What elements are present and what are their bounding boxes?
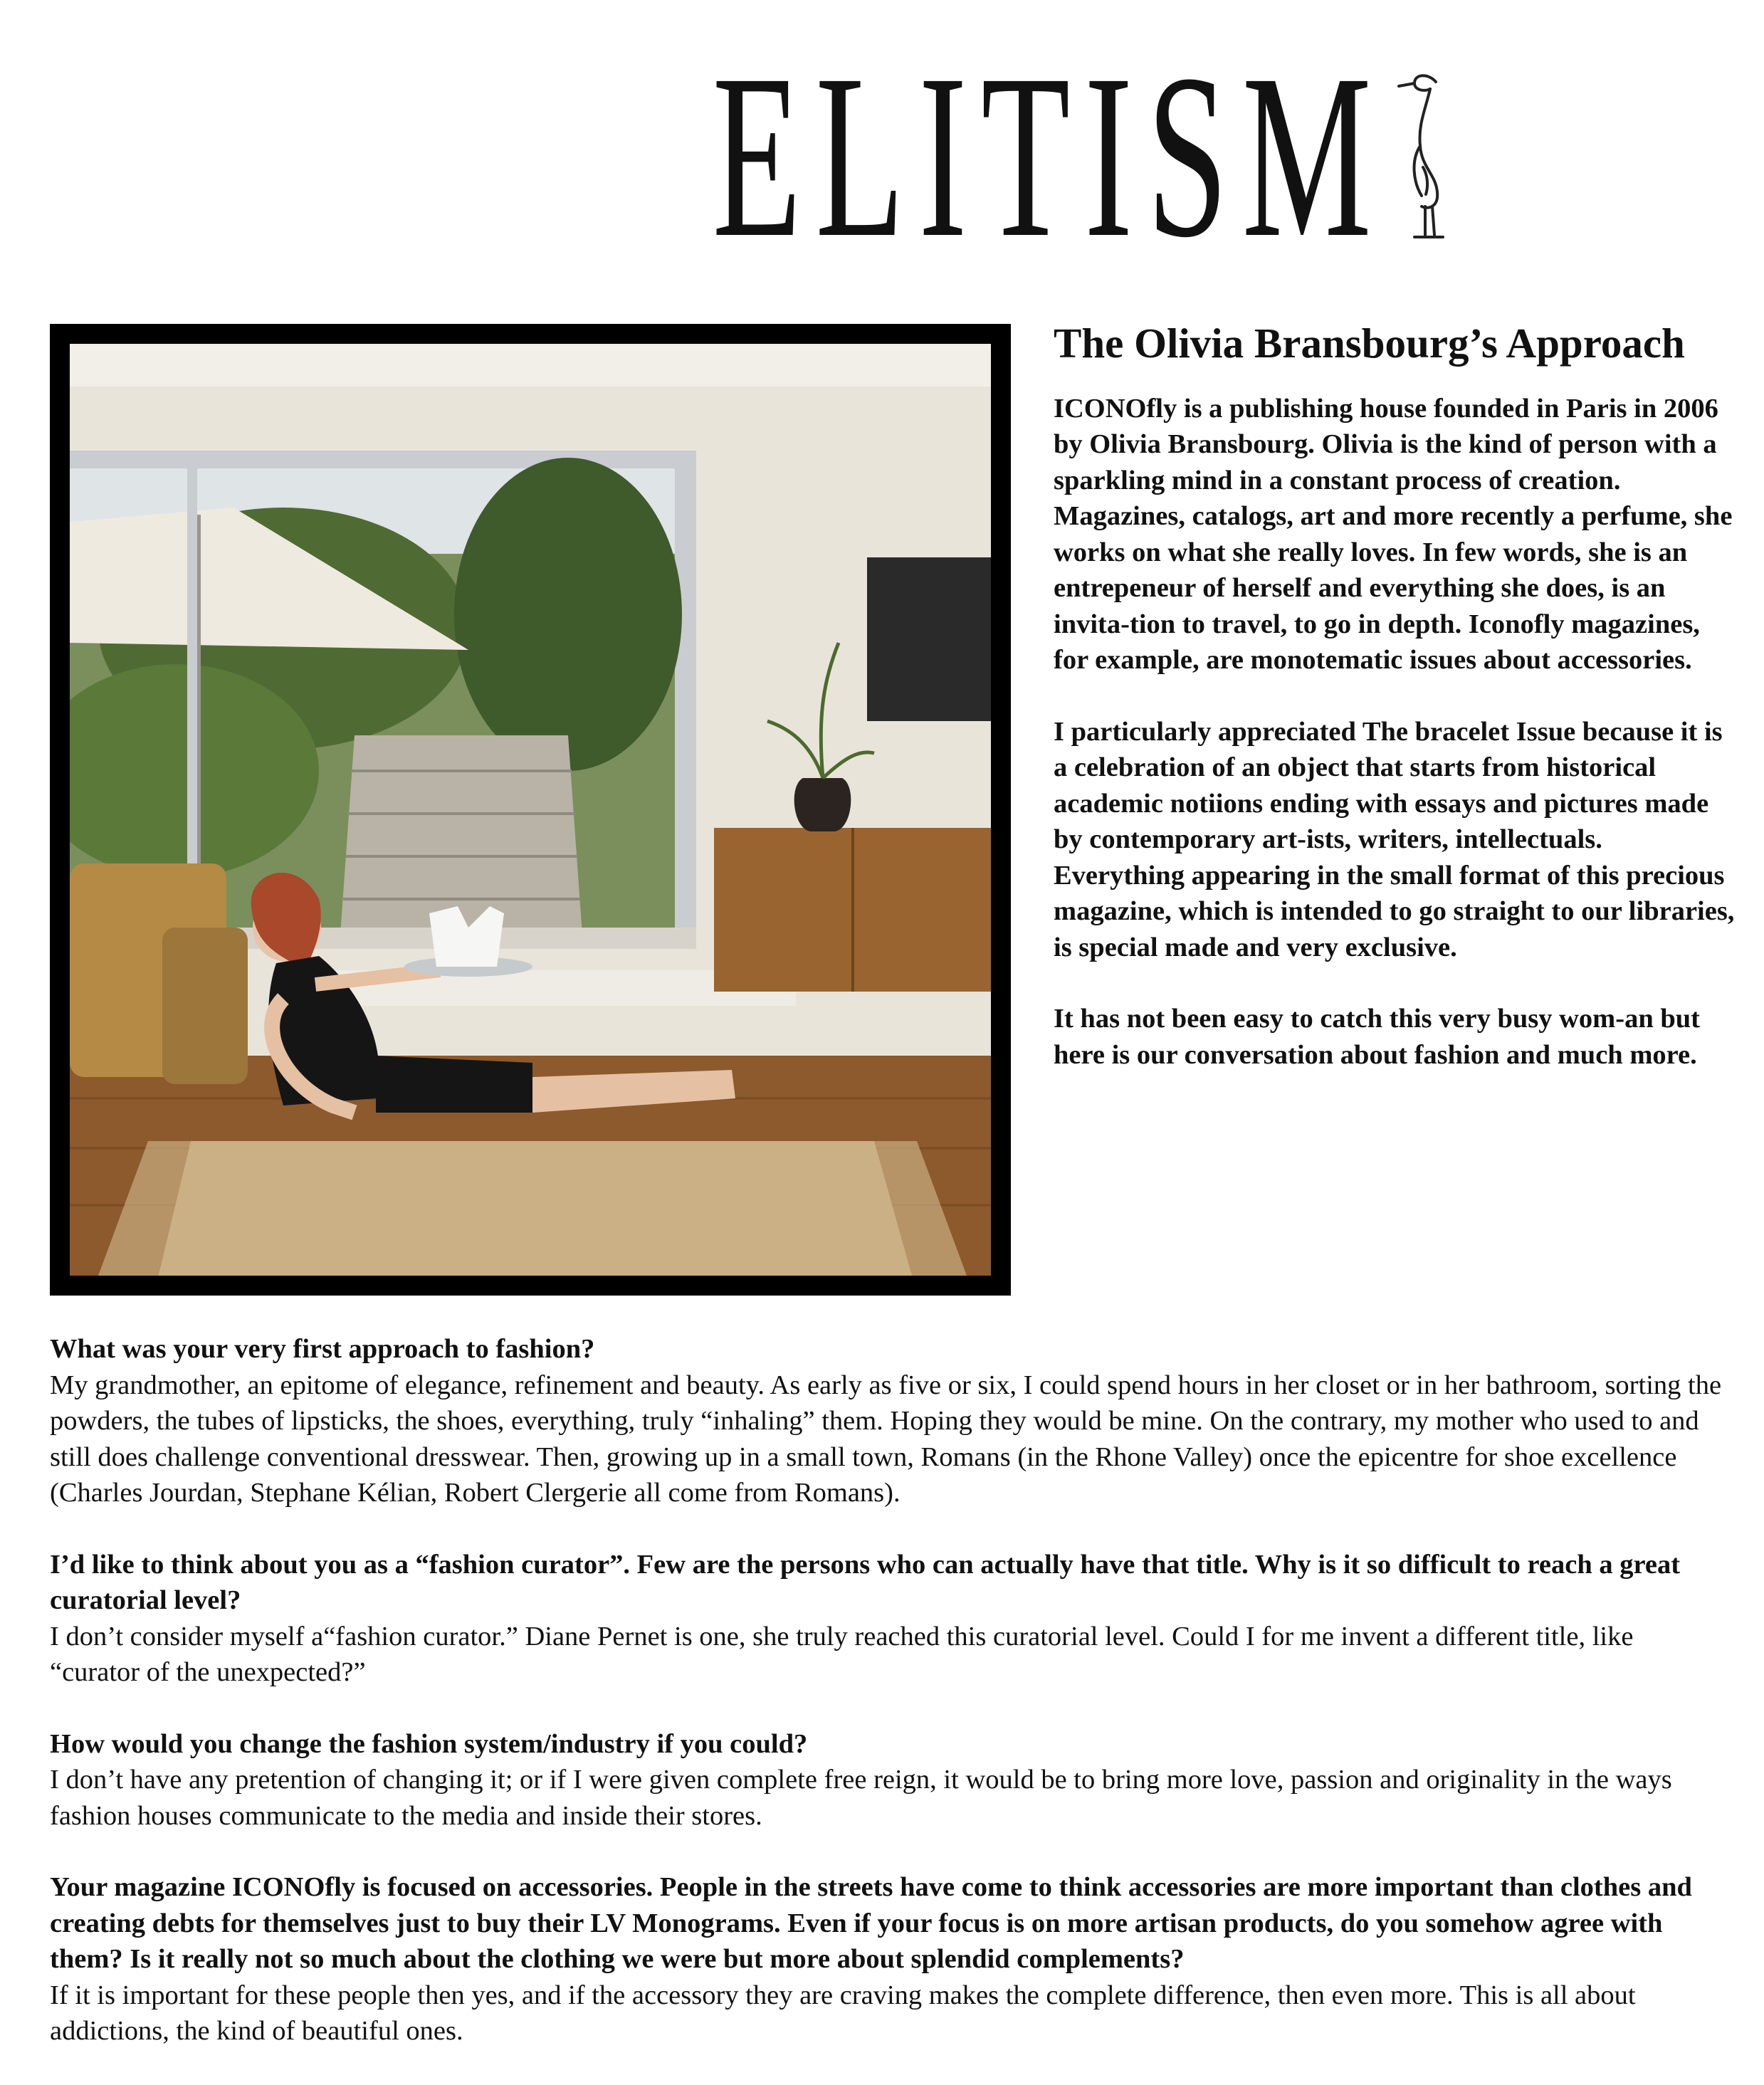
interview-question: How would you change the fashion system/industry if you could? xyxy=(50,1728,808,1759)
interview-section xyxy=(50,1331,1730,2085)
intro-paragraph: It has not been easy to catch this very busy wom-an but here is our conversation about fashion and much more. xyxy=(1054,1004,1701,1070)
interview-question: What was your very first approach to fashion? xyxy=(50,1334,595,1364)
interview-question: Your magazine ICONOfly is focused on accessories. People in the streets have come to think accessories are more important than clothes and creating debts for themselves just to buy their LV Monograms. Even if your focus is on more artisan products, do you somehow agree with them? Is it really not so much about the clothing we were but more about splendid complements? xyxy=(50,1872,1692,1974)
qa-item xyxy=(50,1547,1730,1691)
intro-section xyxy=(1054,320,1737,1108)
qa-item xyxy=(50,1869,1730,2049)
interview-answer: If it is important for these people then yes, and if the accessory they are craving makes the complete difference, then even more. This is all about addictions, the kind of beautiful ones. xyxy=(50,1980,1636,2046)
interview-answer: I don’t consider myself a“fashion curator.” Diane Pernet is one, she truly reached this curatorial level. Could I for me invent a different title, like “curator of the unexpected?” xyxy=(50,1621,1634,1687)
intro-paragraph: I particularly appreciated The bracelet Issue because it is a celebration of an object that starts from historical academic notiions ending with essays and pictures made by contemporary art-ists, writers, intellectuals. Everything appearing in the small format of this precious magazine, which is intended to go straight to our libraries, is special made and very exclusive. xyxy=(1054,716,1735,962)
heron-icon xyxy=(1386,68,1464,246)
qa-item xyxy=(50,1331,1730,1511)
intro-paragraph: ICONOfly is a publishing house founded in Paris in 2006 by Olivia Bransbourg. Olivia is the kind of person with a sparkling mind in a constant process of creation. Magazines, catalogs, art and more recently a perfume, she works on what she really loves. In few words, she is an entrepeneur of herself and everything she does, is an invita-tion to travel, to go in depth. Iconofly magazines, for example, are monotematic issues about accessories. xyxy=(1054,393,1733,676)
article-title: The Olivia Bransbourg’s Approach xyxy=(1054,320,1685,367)
photo-illustration xyxy=(70,344,991,1276)
masthead-title: ELITISM xyxy=(712,26,1386,286)
interview-answer: My grandmother, an epitome of elegance, refinement and beauty. As early as five or six, I could spend hours in her closet or in her bathroom, sorting the powders, the tubes of lipsticks, the shoes, everything, truly “inhaling” them. Hoping they would be mine. On the contrary, my mother who used to and still does challenge conventional dresswear. Then, growing up in a small town, Romans (in the Rhone Valley) once the epicentre for shoe excellence (Charles Jourdan, Stephane Kélian, Robert Clergerie all come from Romans). xyxy=(50,1370,1722,1508)
interview-question: I’d like to think about you as a “fashion curator”. Few are the persons who can actually have that title. Why is it so difficult to reach a great curatorial level? xyxy=(50,1549,1681,1615)
qa-item xyxy=(50,1726,1730,1834)
interview-answer: I don’t have any pretention of changing it; or if I were given complete free reign, it would be to bring more love, passion and originality in the ways fashion houses communicate to the media and inside their stores. xyxy=(50,1765,1672,1831)
portrait-photo xyxy=(50,324,1011,1296)
masthead xyxy=(0,26,1764,286)
